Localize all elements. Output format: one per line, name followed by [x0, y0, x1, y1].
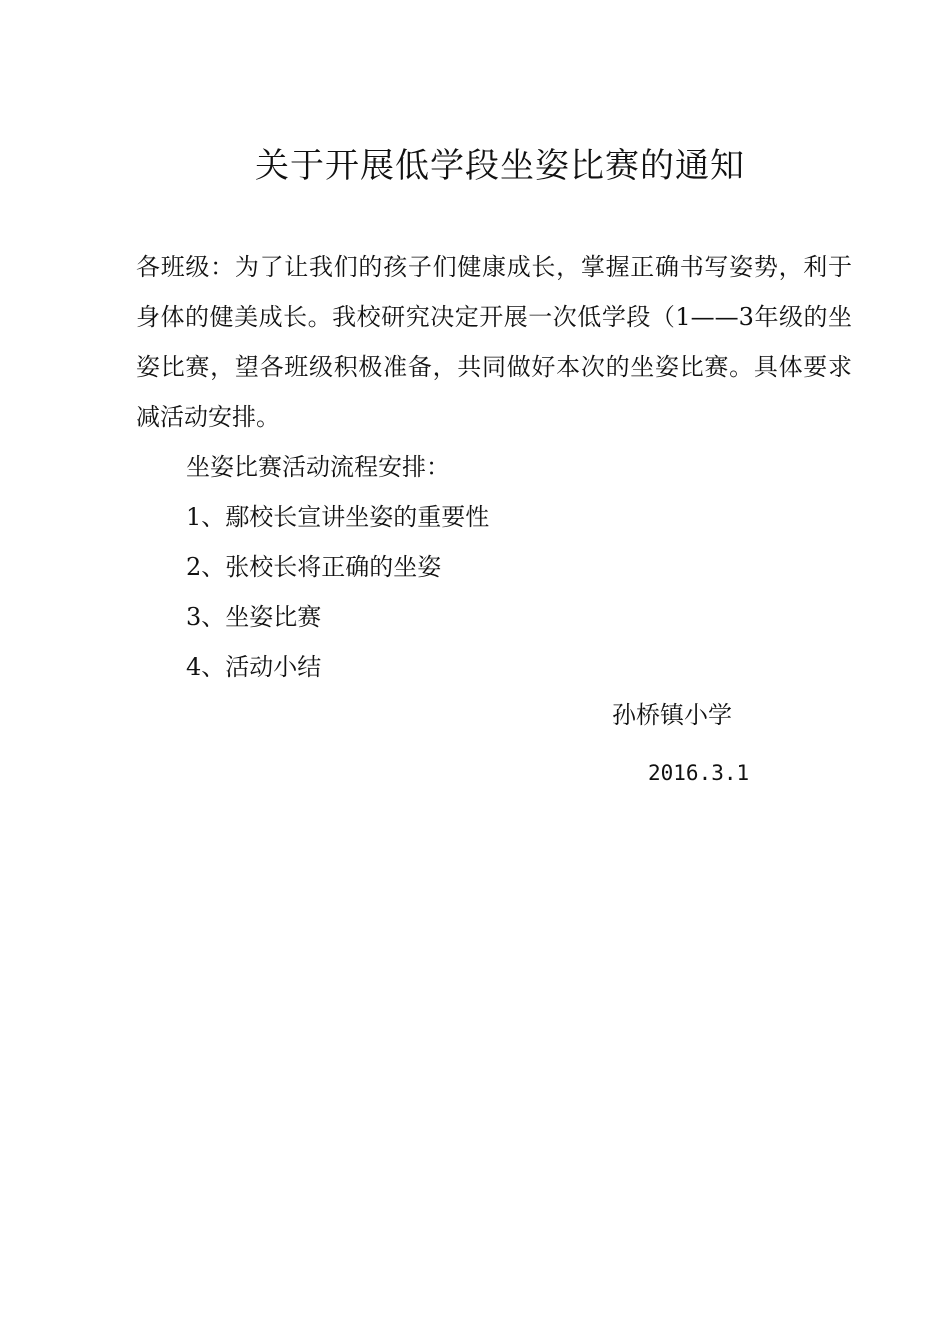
document-date: 2016.3.1 — [648, 761, 750, 785]
notice-paragraph: 各班级：为了让我们的孩子们健康成长，掌握正确书写姿势，利于身体的健美成长。我校研究决定开展一次低学段（1——3年级的坐姿比赛，望各班级积极准备，共同做好本次的坐姿比赛。具体要求减活动安排。 — [136, 253, 852, 431]
document-title: 关于开展低学段坐姿比赛的通知 — [255, 146, 745, 186]
schedule-item-4: 4、活动小结 — [186, 653, 322, 681]
schedule-item-1: 1、鄢校长宣讲坐姿的重要性 — [186, 503, 490, 531]
schedule-heading: 坐姿比赛活动流程安排： — [186, 453, 450, 481]
school-signature: 孙桥镇小学 — [612, 701, 732, 729]
schedule-item-2: 2、张校长将正确的坐姿 — [186, 553, 442, 581]
schedule-item-3: 3、坐姿比赛 — [186, 603, 322, 631]
